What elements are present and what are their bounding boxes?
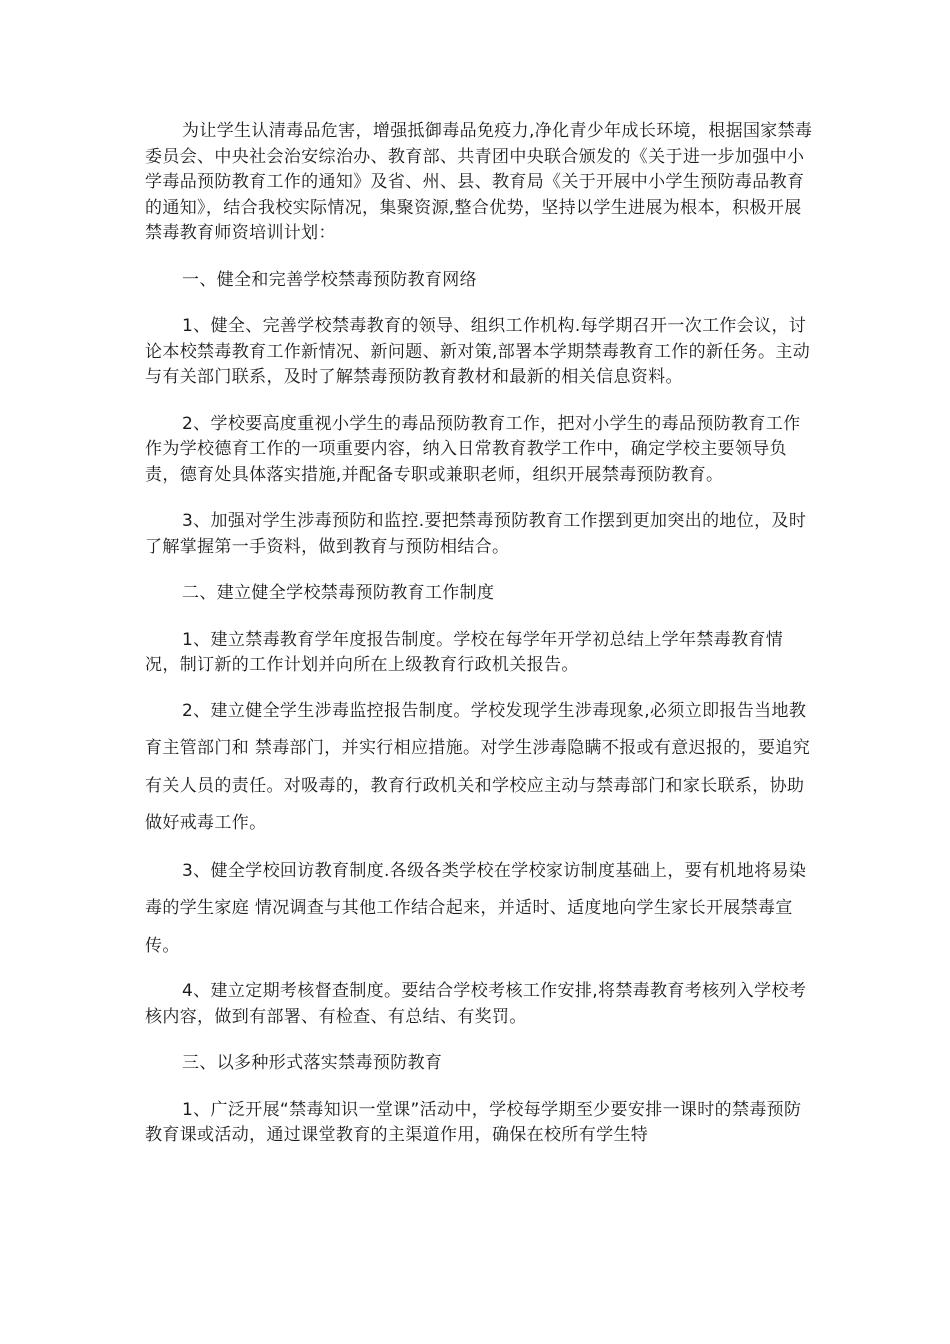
section1-item-1: 1、健全、完善学校禁毒教育的领导、组织工作机构.每学期召开一次工作会议，讨论本校禁毒教育工作新情况、新问题、新对策,部署本学期禁毒教育工作的新任务。主动与有关部门联系，及时了解禁毒预防教育教材和最新的相关信息资料。 [145, 316, 811, 387]
section2-item-3: 3、健全学校回访教育制度.各级各类学校在学校家访制度基础上，要有机地将易染毒的学生家庭 情况调查与其他工作结合起来，并适时、适度地向学生家长开展禁毒宣传。 [145, 860, 807, 956]
section3-item-1: 1、广泛开展“禁毒知识一堂课”活动中，学校每学期至少要安排一课时的禁毒预防教育课或活动，通过课堂教育的主渠道作用，确保在校所有学生特 [145, 1099, 802, 1145]
intro-paragraph: 为让学生认清毒品危害，增强抵御毒品免疫力,净化青少年成长环境，根据国家禁毒委员会、中央社会治安综治办、教育部、共青团中央联合颁发的《关于进一步加强中小学毒品预防教育工作的通知》及省、州、县、教育局《关于开展中小学生预防毒品教育的通知》，结合我校实际情况，集聚资源,整合优势，坚持以学生进展为根本，积极开展禁毒教育师资培训计划： [145, 121, 813, 243]
section1-item-3: 3、加强对学生涉毒预防和监控.要把禁毒预防教育工作摆到更加突出的地位，及时了解掌握第一手资料，做到教育与预防相结合。 [145, 511, 807, 557]
section-heading-2: 二、建立健全学校禁毒预防教育工作制度 [182, 583, 495, 603]
section2-item-1: 1、建立禁毒教育学年度报告制度。学校在每学年开学初总结上学年禁毒教育情况，制订新的工作计划并向所在上级教育行政机关报告。 [145, 629, 784, 675]
section-heading-3: 三、以多种形式落实禁毒预防教育 [182, 1053, 443, 1073]
section2-item-4: 4、建立定期考核督查制度。要结合学校考核工作安排,将禁毒教育考核列入学校考核内容，做到有部署、有检查、有总结、有奖罚。 [145, 981, 807, 1027]
document-body [145, 119, 813, 1149]
section1-item-2: 2、学校要高度重视小学生的毒品预防教育工作，把对小学生的毒品预防教育工作作为学校德育工作的一项重要内容，纳入日常教育教学工作中，确定学校主要领导负责，德育处具体落实措施,并配备专职或兼职老师，组织开展禁毒预防教育。 [145, 413, 801, 485]
section2-item-2: 2、建立健全学生涉毒监控报告制度。学校发现学生涉毒现象,必须立即报告当地教育主管部门和 禁毒部门，并实行相应措施。对学生涉毒隐瞒不报或有意迟报的，要追究有关人员的责任。对吸毒的，教育行政机关和学校应主动与禁毒部门和家长联系，协助做好戒毒工作。 [145, 700, 811, 833]
section-heading-1: 一、健全和完善学校禁毒预防教育网络 [182, 269, 477, 290]
